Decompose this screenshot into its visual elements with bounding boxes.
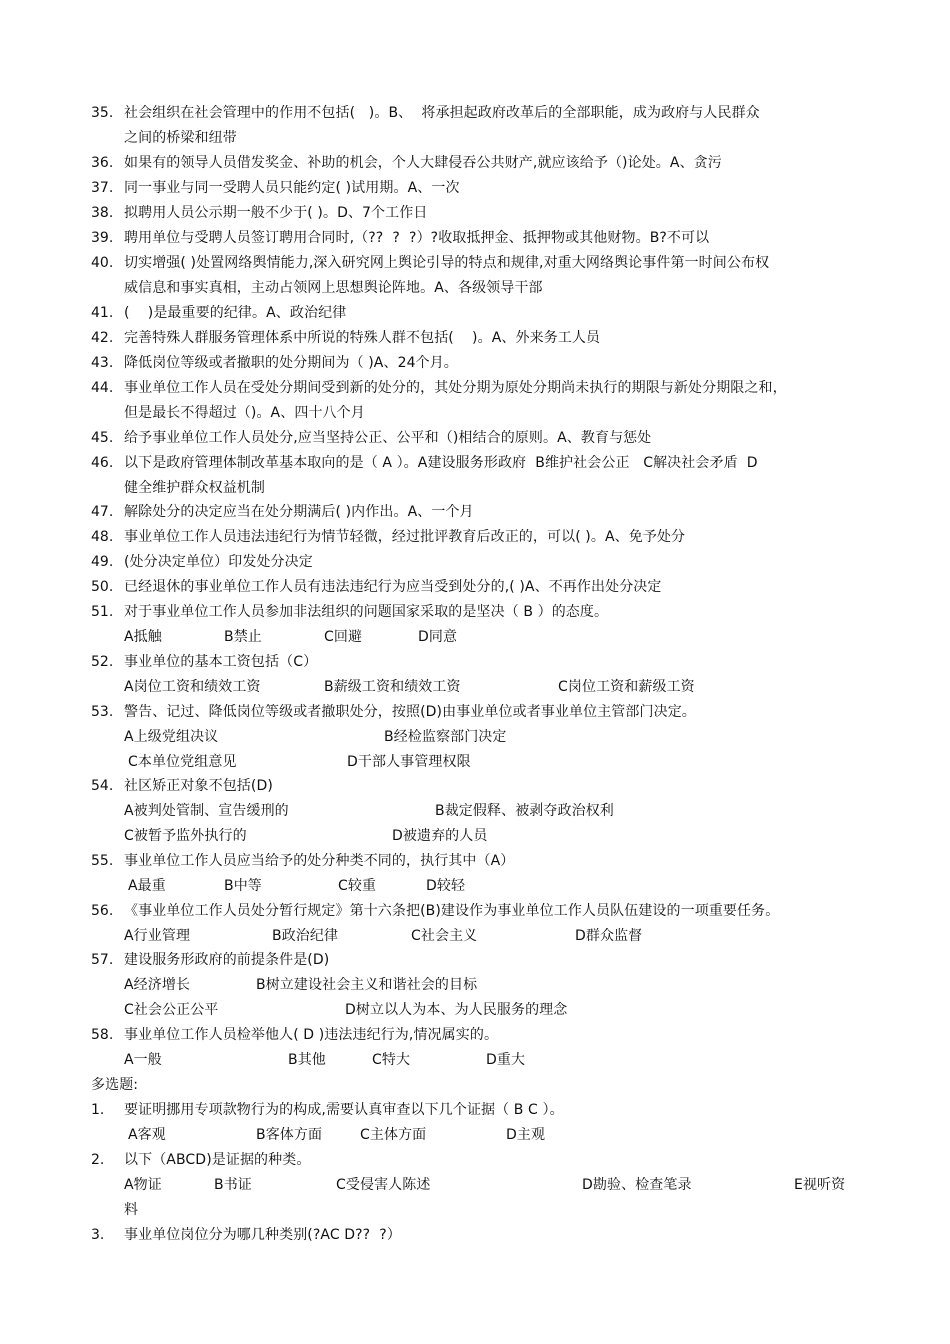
question-number: 58.: [91, 1027, 114, 1043]
question-number: 50.: [91, 579, 114, 595]
option-a: A行业管理: [124, 928, 191, 944]
question-number: 52.: [91, 654, 114, 670]
question-text: (处分决定单位）印发处分决定: [124, 554, 313, 570]
option-b: B裁定假释、被剥夺政治权利: [435, 803, 614, 819]
question-text: 要证明挪用专项款物行为的构成,需要认真审查以下几个证据（ B C ）。: [124, 1102, 564, 1118]
option-c: C主体方面: [360, 1127, 427, 1143]
question-text: 解除处分的决定应当在处分期满后( )内作出。A、一个月: [124, 504, 474, 520]
option-d: D重大: [486, 1052, 526, 1068]
question-text: 警告、记过、降低岗位等级或者撤职处分，按照(D)由事业单位或者事业单位主管部门决定。: [124, 704, 696, 720]
question-number: 54.: [91, 778, 114, 794]
option-b: B树立建设社会主义和谐社会的目标: [256, 977, 478, 993]
question-number: 57.: [91, 952, 114, 968]
option-c: C被暂予监外执行的: [124, 828, 247, 844]
option-a: A岗位工资和绩效工资: [124, 679, 261, 695]
option-c: C较重: [338, 878, 377, 894]
question-number: 53.: [91, 704, 114, 720]
option-c: C本单位党组意见: [128, 754, 237, 770]
question-text: 健全维护群众权益机制: [124, 480, 265, 496]
option-a: A一般: [124, 1052, 162, 1068]
option-d: D勘验、检查笔录: [582, 1177, 692, 1193]
option-e: E视听资: [794, 1177, 846, 1193]
question-text: 降低岗位等级或者撤职的处分期间为（ )A、24个月。: [124, 355, 458, 371]
option-a: A最重: [128, 878, 166, 894]
question-number: 36.: [91, 155, 114, 171]
question-number: 3.: [91, 1227, 105, 1243]
option-d: D群众监督: [575, 928, 643, 944]
question-number: 1.: [91, 1102, 105, 1118]
question-text: 以下是政府管理体制改革基本取向的是（ A ）。A建设服务形政府 B维护社会公正 C解决社会矛盾 D: [124, 455, 758, 471]
option-b: B其他: [288, 1052, 326, 1068]
option-a: A抵触: [124, 629, 162, 645]
question-number: 37.: [91, 180, 114, 196]
question-text: 事业单位工作人员应当给予的处分种类不同的，执行其中（A）: [124, 853, 515, 869]
option-d: D树立以人为本、为人民服务的理念: [345, 1002, 568, 1018]
question-text: 社会组织在社会管理中的作用不包括( )。B、 将承担起政府改革后的全部职能，成为政府与人民群众: [124, 105, 760, 121]
question-number: 45.: [91, 430, 114, 446]
option-c: C岗位工资和薪级工资: [558, 679, 695, 695]
question-text: ( )是最重要的纪律。A、政治纪律: [124, 305, 347, 321]
option-b: B禁止: [224, 629, 262, 645]
question-text: 拟聘用人员公示期一般不少于( )。D、7个工作日: [124, 205, 428, 221]
question-text: 事业单位岗位分为哪几种类别(?AC D?? ?）: [124, 1227, 401, 1243]
question-number: 2.: [91, 1152, 105, 1168]
question-number: 42.: [91, 330, 114, 346]
option-b: B经检监察部门决定: [384, 729, 507, 745]
question-number: 35.: [91, 105, 114, 121]
option-a: A上级党组决议: [124, 729, 219, 745]
question-text: 《事业单位工作人员处分暂行规定》第十六条把(B)建设作为事业单位工作人员队伍建设的一项重要任务。: [124, 903, 780, 919]
question-text: 社区矫正对象不包括(D): [124, 778, 273, 794]
question-text: 对于事业单位工作人员参加非法组织的问题国家采取的是坚决（ B ）的态度。: [124, 604, 609, 620]
question-text: 如果有的领导人员借发奖金、补助的机会，个人大肆侵吞公共财产,就应该给予（)论处。A、贪污: [124, 155, 722, 171]
option-a: A经济增长: [124, 977, 191, 993]
question-text: 建设服务形政府的前提条件是(D): [124, 952, 330, 968]
option-e-continued: 料: [124, 1202, 139, 1218]
option-d: D干部人事管理权限: [347, 754, 471, 770]
option-b: B政治纪律: [272, 928, 339, 944]
question-text: 给予事业单位工作人员处分,应当坚持公正、公平和（)相结合的原则。A、教育与惩处: [124, 430, 652, 446]
question-text: 同一事业与同一受聘人员只能约定( )试用期。A、一次: [124, 180, 460, 196]
option-a: A客观: [128, 1127, 166, 1143]
question-text: 事业单位工作人员违法违纪行为情节轻微，经过批评教育后改正的，可以( )。A、免予处分: [124, 529, 686, 545]
question-text: 之间的桥梁和纽带: [124, 130, 237, 146]
option-c: C受侵害人陈述: [336, 1177, 431, 1193]
question-number: 38.: [91, 205, 114, 221]
option-b: B薪级工资和绩效工资: [324, 679, 461, 695]
option-b: B客体方面: [256, 1127, 323, 1143]
option-c: C回避: [324, 629, 363, 645]
question-number: 51.: [91, 604, 114, 620]
option-b: B中等: [224, 878, 262, 894]
question-number: 44.: [91, 380, 114, 396]
section-title: 多选题:: [91, 1077, 139, 1093]
question-text: 事业单位的基本工资包括（C）: [124, 654, 318, 670]
question-text: 事业单位工作人员在受处分期间受到新的处分的，其处分期为原处分期尚未执行的期限与新处分期限之和，: [124, 380, 787, 396]
option-d: D同意: [418, 629, 458, 645]
question-number: 56.: [91, 903, 114, 919]
question-number: 49.: [91, 554, 114, 570]
option-b: B书证: [214, 1177, 252, 1193]
question-number: 48.: [91, 529, 114, 545]
question-text: 已经退休的事业单位工作人员有违法违纪行为应当受到处分的,( )A、不再作出处分决定: [124, 579, 662, 595]
option-d: D较轻: [426, 878, 466, 894]
question-number: 43.: [91, 355, 114, 371]
question-number: 47.: [91, 504, 114, 520]
question-text: 威信息和事实真相，主动占领网上思想舆论阵地。A、各级领导干部: [124, 280, 543, 296]
option-a: A物证: [124, 1177, 162, 1193]
question-number: 46.: [91, 455, 114, 471]
question-number: 41.: [91, 305, 114, 321]
option-d: D主观: [506, 1127, 546, 1143]
question-text: 切实增强( )处置网络舆情能力,深入研究网上舆论引导的特点和规律,对重大网络舆论事件第一时间公布权: [124, 255, 770, 271]
option-a: A被判处管制、宣告缓刑的: [124, 803, 289, 819]
question-text: 事业单位工作人员检举他人( D )违法违纪行为,情况属实的。: [124, 1027, 499, 1043]
option-c: C特大: [372, 1052, 411, 1068]
question-text: 但是最长不得超过（)。A、四十八个月: [124, 405, 365, 421]
option-c: C社会主义: [411, 928, 478, 944]
question-text: 完善特殊人群服务管理体系中所说的特殊人群不包括( )。A、外来务工人员: [124, 330, 601, 346]
question-number: 40.: [91, 255, 114, 271]
option-c: C社会公正公平: [124, 1002, 219, 1018]
question-text: 以下（ABCD)是证据的种类。: [124, 1152, 311, 1168]
question-number: 39.: [91, 230, 114, 246]
option-d: D被遗弃的人员: [392, 828, 488, 844]
question-number: 55.: [91, 853, 114, 869]
question-text: 聘用单位与受聘人员签订聘用合同时,（?? ? ?）?收取抵押金、抵押物或其他财物。B?不可以: [124, 230, 710, 246]
